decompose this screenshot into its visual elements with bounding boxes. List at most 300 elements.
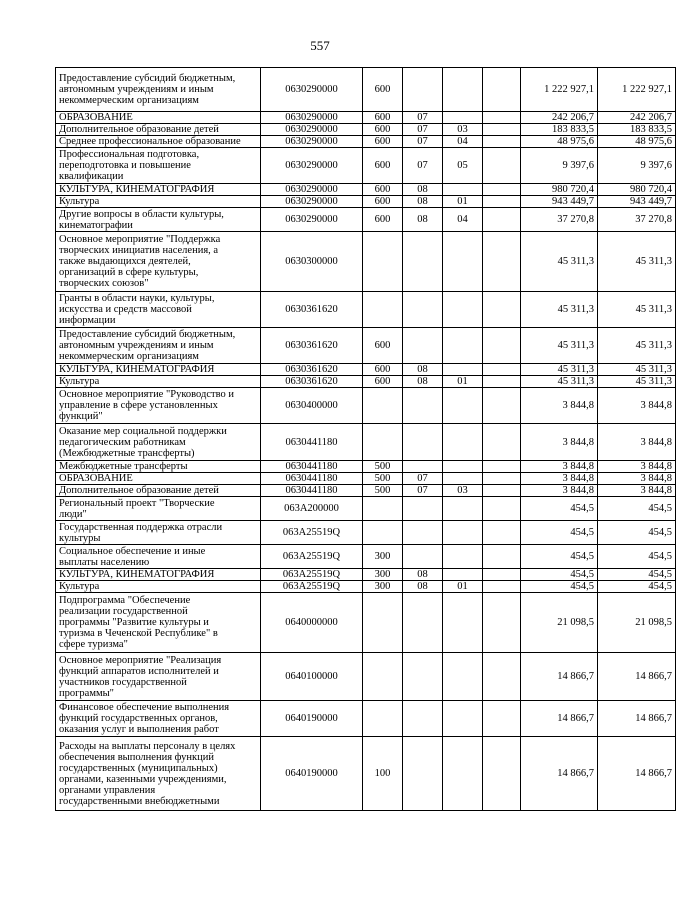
row-blank (483, 545, 521, 569)
row-code: 0630290000 (261, 68, 363, 112)
row-code: 0630441180 (261, 485, 363, 497)
table-row (56, 461, 676, 473)
table-row (56, 376, 676, 388)
row-code: 0640100000 (261, 653, 363, 701)
row-name-line: Межбюджетные трансферты (59, 461, 188, 472)
row-expense-type: 300 (363, 569, 403, 581)
row-name-line: туризма в Чеченской Республике" в (59, 628, 218, 639)
row-expense-type (363, 521, 403, 545)
row-expense-type (363, 593, 403, 653)
row-name (56, 461, 261, 473)
row-blank (483, 232, 521, 292)
row-name-line: сфере туризма" (59, 639, 128, 650)
row-blank (483, 461, 521, 473)
row-code: 0630290000 (261, 196, 363, 208)
row-name-line: автономным учреждениям и иным (59, 340, 214, 351)
table-row (56, 148, 676, 184)
row-subsection (443, 497, 483, 521)
row-expense-type: 600 (363, 136, 403, 148)
row-expense-type: 600 (363, 364, 403, 376)
row-name (56, 364, 261, 376)
row-name-line: Основное мероприятие "Поддержка (59, 234, 221, 245)
row-sum-2: 1 222 927,1 (598, 68, 676, 112)
row-code: 0630361620 (261, 328, 363, 364)
row-name (56, 376, 261, 388)
row-expense-type (363, 292, 403, 328)
row-subsection (443, 593, 483, 653)
row-name-line: Государственная поддержка отрасли (59, 521, 223, 533)
row-sum-1: 980 720,4 (521, 184, 598, 196)
row-expense-type: 600 (363, 148, 403, 184)
row-blank (483, 136, 521, 148)
row-sum-2: 454,5 (598, 497, 676, 521)
row-name-line: Культура (59, 581, 100, 592)
row-expense-type: 600 (363, 124, 403, 136)
row-expense-type (363, 701, 403, 737)
row-expense-type: 600 (363, 196, 403, 208)
table-row (56, 184, 676, 196)
row-name-line: Основное мероприятие "Руководство и (59, 389, 234, 400)
row-code: 0630290000 (261, 112, 363, 124)
row-name-line: Подпрограмма "Обеспечение (59, 595, 191, 606)
row-subsection: 03 (443, 124, 483, 136)
row-expense-type: 300 (363, 581, 403, 593)
row-name-line: участников государственной (59, 676, 187, 688)
row-blank (483, 196, 521, 208)
row-blank (483, 112, 521, 124)
row-name (56, 328, 261, 364)
row-name-line: переподготовка и повышение (59, 160, 191, 171)
row-blank (483, 376, 521, 388)
row-name-line: выплаты населению (59, 556, 150, 568)
row-name (56, 569, 261, 581)
row-name-line: Финансовое обеспечение выполнения (59, 702, 230, 713)
table-row (56, 136, 676, 148)
row-name-line: (Межбюджетные трансферты) (59, 447, 195, 459)
table-row (56, 424, 676, 461)
row-sum-1: 3 844,8 (521, 461, 598, 473)
row-expense-type: 600 (363, 68, 403, 112)
row-name-line: функций государственных органов, (59, 713, 218, 724)
row-sum-2: 3 844,8 (598, 424, 676, 461)
row-expense-type: 600 (363, 208, 403, 232)
table-row (56, 653, 676, 701)
table-row (56, 292, 676, 328)
row-name (56, 737, 261, 811)
row-name-line: Региональный проект "Творческие (59, 497, 215, 509)
table-row (56, 737, 676, 811)
row-sum-1: 454,5 (521, 569, 598, 581)
row-sum-1: 14 866,7 (521, 701, 598, 737)
row-name-line: искусства и средств массовой (59, 304, 192, 315)
row-name-line: обеспечения выполнения функций (59, 751, 215, 763)
row-name-line: Расходы на выплаты персоналу в целях (59, 740, 236, 752)
row-sum-2: 454,5 (598, 545, 676, 569)
row-code: 0630290000 (261, 136, 363, 148)
row-name-line: автономным учреждениям и иным (59, 84, 214, 95)
row-section (403, 701, 443, 737)
row-code: 0630290000 (261, 148, 363, 184)
row-section (403, 328, 443, 364)
row-subsection (443, 388, 483, 424)
row-code: 0630290000 (261, 124, 363, 136)
row-name-line: реализации государственной (59, 606, 188, 617)
row-subsection (443, 473, 483, 485)
row-section: 08 (403, 364, 443, 376)
row-sum-2: 3 844,8 (598, 388, 676, 424)
row-name-line: КУЛЬТУРА, КИНЕМАТОГРАФИЯ (59, 184, 215, 195)
row-sum-2: 45 311,3 (598, 328, 676, 364)
row-code: 063A25519Q (261, 521, 363, 545)
row-name (56, 473, 261, 485)
row-name-line: Оказание мер социальной поддержки (59, 425, 227, 437)
budget-table (55, 67, 676, 811)
row-sum-2: 45 311,3 (598, 376, 676, 388)
row-blank (483, 701, 521, 737)
row-sum-2: 45 311,3 (598, 292, 676, 328)
row-sum-1: 454,5 (521, 497, 598, 521)
row-sum-1: 9 397,6 (521, 148, 598, 184)
row-section (403, 545, 443, 569)
row-blank (483, 292, 521, 328)
row-section (403, 424, 443, 461)
table-row (56, 232, 676, 292)
row-code: 063A25519Q (261, 581, 363, 593)
row-subsection: 01 (443, 196, 483, 208)
row-blank (483, 208, 521, 232)
row-expense-type: 500 (363, 485, 403, 497)
row-section (403, 292, 443, 328)
row-sum-1: 14 866,7 (521, 653, 598, 701)
row-blank (483, 569, 521, 581)
row-code: 0640000000 (261, 593, 363, 653)
row-section: 07 (403, 148, 443, 184)
table-row (56, 581, 676, 593)
row-subsection: 01 (443, 376, 483, 388)
row-name-line: ОБРАЗОВАНИЕ (59, 473, 133, 484)
row-subsection (443, 461, 483, 473)
row-name (56, 124, 261, 136)
row-name (56, 208, 261, 232)
row-name-line: управление в сфере установленных (59, 400, 218, 411)
row-sum-2: 9 397,6 (598, 148, 676, 184)
row-blank (483, 328, 521, 364)
row-section (403, 68, 443, 112)
row-expense-type: 500 (363, 461, 403, 473)
row-sum-2: 48 975,6 (598, 136, 676, 148)
row-section: 07 (403, 485, 443, 497)
row-expense-type (363, 232, 403, 292)
row-code: 0630290000 (261, 184, 363, 196)
row-sum-2: 37 270,8 (598, 208, 676, 232)
row-subsection (443, 68, 483, 112)
row-section (403, 232, 443, 292)
row-name-line: квалификации (59, 171, 124, 182)
row-name-line: Гранты в области науки, культуры, (59, 293, 215, 304)
row-blank (483, 364, 521, 376)
row-expense-type: 600 (363, 376, 403, 388)
table-row (56, 521, 676, 545)
table-row (56, 112, 676, 124)
row-name-line: функций" (59, 411, 103, 422)
row-blank (483, 124, 521, 136)
row-sum-1: 943 449,7 (521, 196, 598, 208)
row-code: 0640190000 (261, 701, 363, 737)
row-blank (483, 521, 521, 545)
row-name (56, 521, 261, 545)
row-name-line: ОБРАЗОВАНИЕ (59, 112, 133, 123)
row-sum-1: 3 844,8 (521, 485, 598, 497)
row-name-line: Профессиональная подготовка, (59, 149, 200, 160)
row-blank (483, 388, 521, 424)
row-blank (483, 473, 521, 485)
row-sum-2: 454,5 (598, 569, 676, 581)
table-row (56, 485, 676, 497)
row-subsection (443, 701, 483, 737)
row-subsection (443, 737, 483, 811)
row-name (56, 497, 261, 521)
row-sum-1: 3 844,8 (521, 473, 598, 485)
row-code: 063A25519Q (261, 569, 363, 581)
row-code: 0630441180 (261, 461, 363, 473)
row-code: 063A200000 (261, 497, 363, 521)
row-name-line: КУЛЬТУРА, КИНЕМАТОГРАФИЯ (59, 569, 215, 580)
table-row (56, 328, 676, 364)
row-section: 08 (403, 581, 443, 593)
row-name (56, 184, 261, 196)
table-row (56, 701, 676, 737)
row-sum-1: 1 222 927,1 (521, 68, 598, 112)
row-name-line: творческих союзов" (59, 278, 149, 289)
row-sum-2: 14 866,7 (598, 737, 676, 811)
row-name-line: Основное мероприятие "Реализация (59, 654, 222, 666)
row-expense-type (363, 424, 403, 461)
row-subsection (443, 521, 483, 545)
row-sum-2: 14 866,7 (598, 653, 676, 701)
row-expense-type (363, 653, 403, 701)
table-row (56, 388, 676, 424)
page-number: 557 (310, 38, 330, 53)
row-section: 08 (403, 208, 443, 232)
row-name (56, 653, 261, 701)
row-code: 063A25519Q (261, 545, 363, 569)
row-sum-2: 3 844,8 (598, 473, 676, 485)
row-name-line: также выдающихся деятелей, (59, 256, 191, 267)
table-row (56, 364, 676, 376)
row-blank (483, 737, 521, 811)
row-name-line: люди" (59, 508, 87, 520)
row-expense-type: 600 (363, 184, 403, 196)
row-sum-1: 21 098,5 (521, 593, 598, 653)
row-name-line: организаций в сфере культуры, (59, 267, 199, 278)
row-sum-2: 943 449,7 (598, 196, 676, 208)
row-name (56, 232, 261, 292)
row-expense-type (363, 388, 403, 424)
row-name-line: государственными внебюджетными (59, 795, 220, 807)
row-sum-2: 454,5 (598, 581, 676, 593)
row-name (56, 196, 261, 208)
row-code: 0630441180 (261, 473, 363, 485)
row-section (403, 593, 443, 653)
row-name-line: кинематографии (59, 219, 133, 231)
row-section: 08 (403, 376, 443, 388)
row-subsection (443, 184, 483, 196)
table-row (56, 208, 676, 232)
row-sum-1: 37 270,8 (521, 208, 598, 232)
table-row (56, 545, 676, 569)
row-code: 0630400000 (261, 388, 363, 424)
row-sum-1: 3 844,8 (521, 424, 598, 461)
row-name-line: Культура (59, 196, 100, 207)
row-name-line: педагогическим работникам (59, 436, 186, 448)
row-name-line: Социальное обеспечение и иные (59, 545, 206, 557)
row-sum-1: 454,5 (521, 581, 598, 593)
row-name-line: функций аппаратов исполнителей и (59, 665, 219, 677)
row-blank (483, 68, 521, 112)
row-name-line: оказания услуг и выполнения работ (59, 724, 219, 735)
row-name-line: некоммерческим организациям (59, 95, 199, 106)
row-name (56, 485, 261, 497)
row-blank (483, 497, 521, 521)
row-subsection (443, 328, 483, 364)
row-expense-type: 100 (363, 737, 403, 811)
row-subsection (443, 545, 483, 569)
table-row (56, 593, 676, 653)
row-subsection (443, 364, 483, 376)
row-sum-2: 3 844,8 (598, 461, 676, 473)
row-subsection: 04 (443, 208, 483, 232)
row-subsection (443, 569, 483, 581)
row-sum-1: 14 866,7 (521, 737, 598, 811)
table-row (56, 68, 676, 112)
row-name-line: Дополнительное образование детей (59, 124, 219, 135)
row-code: 0630361620 (261, 364, 363, 376)
row-blank (483, 424, 521, 461)
row-section: 07 (403, 473, 443, 485)
row-subsection: 01 (443, 581, 483, 593)
row-name (56, 112, 261, 124)
row-name (56, 292, 261, 328)
row-section (403, 521, 443, 545)
row-section (403, 653, 443, 701)
table-body (56, 68, 676, 811)
row-expense-type: 500 (363, 473, 403, 485)
row-sum-1: 45 311,3 (521, 232, 598, 292)
row-expense-type: 600 (363, 328, 403, 364)
row-sum-1: 183 833,5 (521, 124, 598, 136)
row-sum-2: 454,5 (598, 521, 676, 545)
row-sum-1: 45 311,3 (521, 364, 598, 376)
row-expense-type: 300 (363, 545, 403, 569)
row-code: 0630290000 (261, 208, 363, 232)
row-sum-2: 980 720,4 (598, 184, 676, 196)
row-sum-1: 454,5 (521, 545, 598, 569)
row-subsection: 05 (443, 148, 483, 184)
row-sum-1: 45 311,3 (521, 292, 598, 328)
row-subsection (443, 292, 483, 328)
row-name-line: некоммерческим организациям (59, 351, 199, 362)
row-name-line: органами, казенными учреждениями, (59, 773, 227, 785)
row-subsection: 04 (443, 136, 483, 148)
row-name (56, 545, 261, 569)
row-sum-1: 3 844,8 (521, 388, 598, 424)
row-name-line: Дополнительное образование детей (59, 485, 219, 496)
row-name (56, 593, 261, 653)
row-blank (483, 653, 521, 701)
row-subsection (443, 653, 483, 701)
row-name-line: культуры (59, 532, 101, 544)
row-subsection (443, 112, 483, 124)
row-code: 0630441180 (261, 424, 363, 461)
row-name-line: государственных (муниципальных) (59, 762, 218, 774)
row-section: 07 (403, 136, 443, 148)
row-expense-type: 600 (363, 112, 403, 124)
row-sum-1: 48 975,6 (521, 136, 598, 148)
row-sum-1: 242 206,7 (521, 112, 598, 124)
table-row (56, 124, 676, 136)
row-name-line: программы "Развитие культуры и (59, 617, 209, 628)
row-section (403, 388, 443, 424)
row-name (56, 581, 261, 593)
row-section: 07 (403, 112, 443, 124)
row-name (56, 148, 261, 184)
row-subsection (443, 424, 483, 461)
row-blank (483, 593, 521, 653)
row-code: 0630300000 (261, 232, 363, 292)
table-row (56, 497, 676, 521)
row-blank (483, 184, 521, 196)
row-name (56, 701, 261, 737)
row-section: 08 (403, 184, 443, 196)
row-sum-2: 183 833,5 (598, 124, 676, 136)
row-sum-2: 14 866,7 (598, 701, 676, 737)
row-blank (483, 148, 521, 184)
row-name-line: Другие вопросы в области культуры, (59, 208, 224, 220)
row-name-line: Предоставление субсидий бюджетным, (59, 73, 236, 84)
row-section: 08 (403, 196, 443, 208)
row-section (403, 497, 443, 521)
row-section: 08 (403, 569, 443, 581)
table-row (56, 569, 676, 581)
row-sum-1: 45 311,3 (521, 328, 598, 364)
row-sum-2: 21 098,5 (598, 593, 676, 653)
row-section: 07 (403, 124, 443, 136)
row-name-line: Предоставление субсидий бюджетным, (59, 329, 236, 340)
row-sum-2: 242 206,7 (598, 112, 676, 124)
row-name-line: органами управления (59, 784, 156, 796)
row-code: 0640190000 (261, 737, 363, 811)
row-name (56, 424, 261, 461)
row-name (56, 136, 261, 148)
row-blank (483, 485, 521, 497)
row-sum-2: 45 311,3 (598, 232, 676, 292)
row-sum-2: 3 844,8 (598, 485, 676, 497)
row-section (403, 461, 443, 473)
row-section (403, 737, 443, 811)
row-name-line: Культура (59, 376, 100, 387)
row-sum-1: 45 311,3 (521, 376, 598, 388)
row-code: 0630361620 (261, 292, 363, 328)
row-sum-1: 454,5 (521, 521, 598, 545)
table-row (56, 473, 676, 485)
row-name-line: Среднее профессиональное образование (59, 136, 241, 147)
row-subsection (443, 232, 483, 292)
row-name-line: программы" (59, 687, 114, 699)
row-name-line: КУЛЬТУРА, КИНЕМАТОГРАФИЯ (59, 364, 215, 375)
row-code: 0630361620 (261, 376, 363, 388)
table-row (56, 196, 676, 208)
row-name (56, 68, 261, 112)
